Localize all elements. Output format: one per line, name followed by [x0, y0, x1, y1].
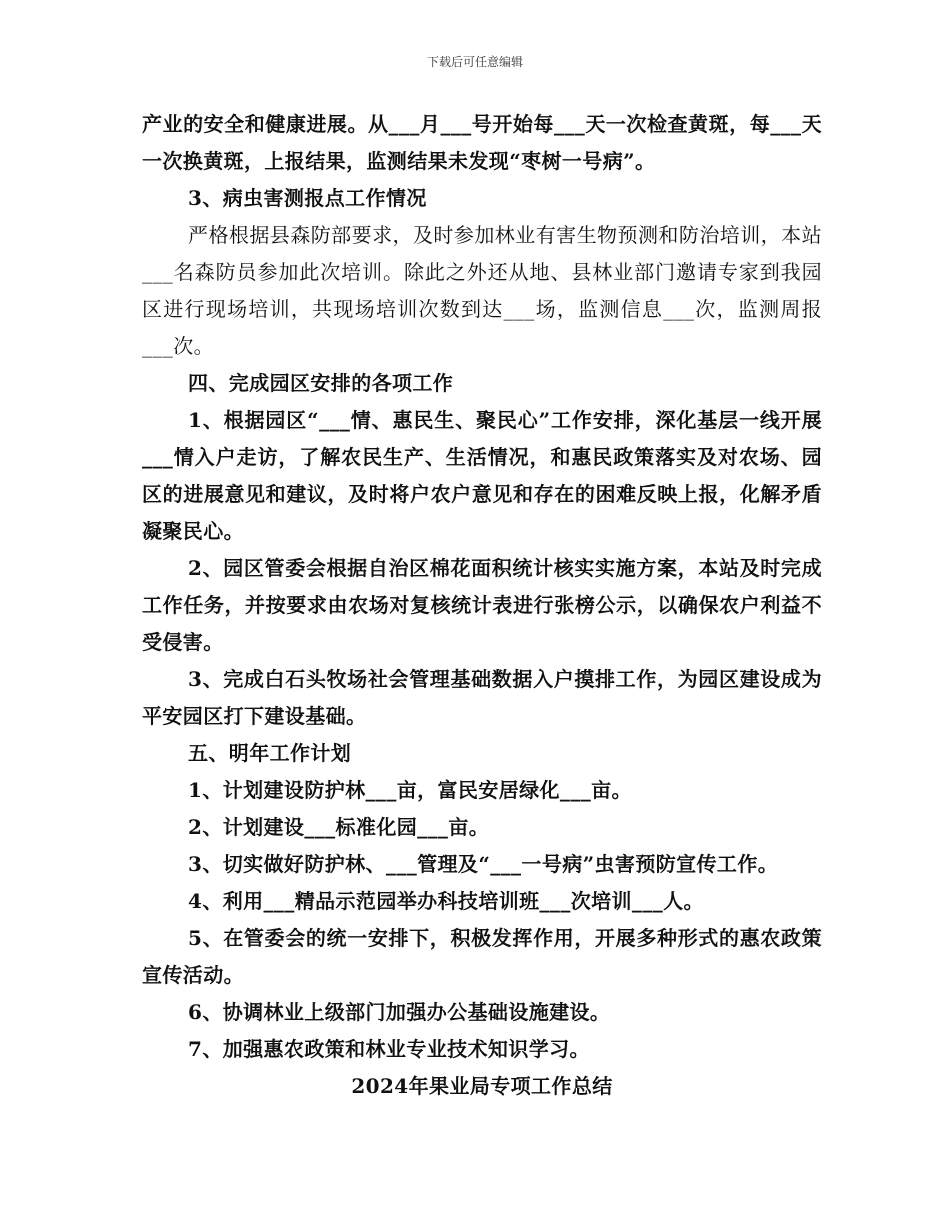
- section-heading-park-tasks: 四、完成园区安排的各项工作: [188, 371, 454, 395]
- list-item-plan-3: 3、切实做好防护林、___管理及“___一号病”虫害预防宣传工作。: [188, 852, 779, 876]
- list-item-plan-2: 2、计划建设___标准化园___亩。: [188, 815, 490, 839]
- list-item-park-task-1: 1、根据园区“___情、惠民生、聚民心”工作安排，深化基层一线开展___情入户走访，了解农民生产、生活情况，和惠民政策落实及对农场、园区的进展意见和建议，及时将户农户意见和存在的困难反映上报，化解矛盾凝聚民心。: [142, 408, 822, 543]
- next-document-title: 2024年果业局专项工作总结: [351, 1074, 613, 1098]
- section-heading-pest-monitoring: 3、病虫害测报点工作情况: [188, 186, 427, 210]
- list-item-plan-7: 7、加强惠农政策和林业专业技术知识学习。: [188, 1037, 590, 1061]
- page-header: 下载后可任意编辑: [426, 55, 523, 69]
- list-item-plan-6: 6、协调林业上级部门加强办公基础设施建设。: [188, 1000, 611, 1024]
- paragraph-pest-monitoring: 严格根据县森防部要求，及时参加林业有害生物预测和防治培训，本站___名森防员参加此次培训。除此之外还从地、县林业部门邀请专家到我园区进行现场培训，共现场培训次数到达___场，监测信息___次，监测周报___次。: [142, 223, 822, 358]
- list-item-park-task-3: 3、完成白石头牧场社会管理基础数据入户摸排工作，为园区建设成为平安园区打下建设基础。: [142, 667, 822, 728]
- document-body: [142, 106, 822, 1105]
- paragraph-continuation: 产业的安全和健康进展。从___月___号开始每___天一次检查黄斑，每___天一次换黄斑，上报结果，监测结果未发现“枣树一号病”。: [142, 112, 822, 173]
- list-item-park-task-2: 2、园区管委会根据自治区棉花面积统计核实实施方案，本站及时完成工作任务，并按要求由农场对复核统计表进行张榜公示，以确保农户利益不受侵害。: [142, 556, 822, 654]
- list-item-plan-1: 1、计划建设防护林___亩，富民安居绿化___亩。: [188, 778, 632, 802]
- list-item-plan-4: 4、利用___精品示范园举办科技培训班___次培训___人。: [188, 889, 704, 913]
- section-heading-next-year-plan: 五、明年工作计划: [188, 741, 352, 765]
- list-item-plan-5: 5、在管委会的统一安排下，积极发挥作用，开展多种形式的惠农政策宣传活动。: [142, 926, 822, 987]
